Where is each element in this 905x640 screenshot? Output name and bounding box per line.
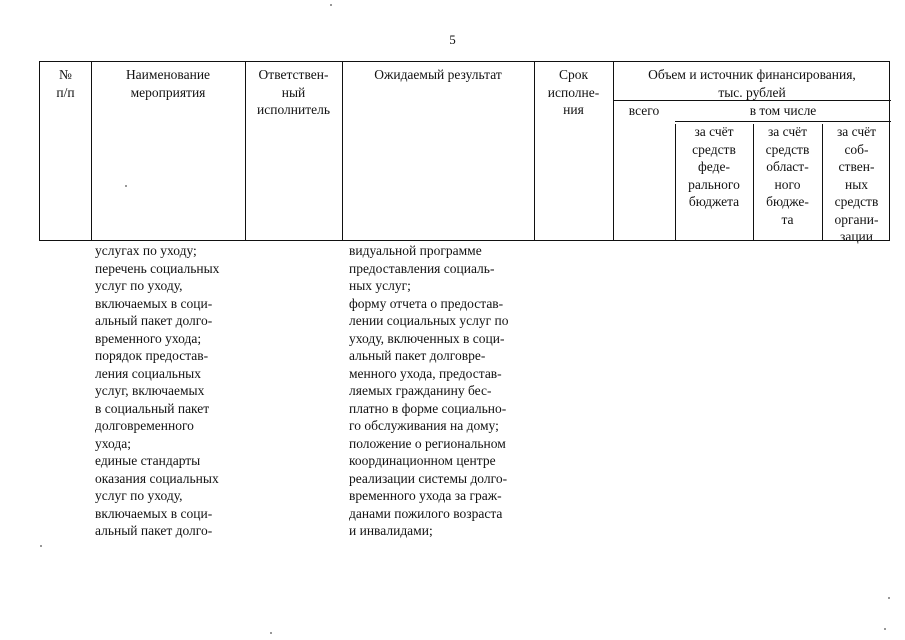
text-line: долговременного — [95, 418, 194, 433]
text-line: ления социальных — [95, 365, 202, 381]
text-line: единые стандарты — [95, 453, 201, 468]
text-line: услуг по уходу, — [95, 278, 183, 293]
header-regional-budget: за счёт средств област- ного бюдже- та — [765, 124, 810, 227]
text-line: менного ухода, предостав- — [349, 365, 502, 381]
header-own-funds: за счёт соб- ствен- ных средств органи- зации — [834, 124, 879, 244]
text-line: положение о региональном — [349, 435, 506, 451]
text-line: альный пакет долго- — [95, 523, 213, 538]
text-line: уходу, включенных в соци- — [349, 330, 505, 346]
text-line: услугах по уходу; — [95, 243, 197, 258]
event-name-text — [95, 242, 238, 540]
scan-speck — [884, 628, 886, 630]
text-line: ухода; — [95, 435, 131, 451]
text-line: го обслуживания на дому; — [349, 418, 499, 433]
expected-result-text — [349, 242, 530, 540]
text-line: видуальной программе — [349, 243, 482, 258]
text-line: временного ухода за граж- — [349, 488, 502, 503]
header-expected-result: Ожидаемый результат — [374, 67, 502, 82]
text-line: и инвалидами; — [349, 523, 433, 538]
text-line: включаемых в соци- — [95, 505, 213, 521]
text-line: перечень социальных — [95, 260, 220, 276]
text-line: предоставления социаль- — [349, 260, 495, 276]
scan-speck — [888, 597, 890, 599]
text-line: реализации системы долго- — [349, 470, 508, 486]
text-line: форму отчета о предостав- — [349, 295, 504, 311]
text-line: ных услуг; — [349, 278, 411, 293]
header-responsible: Ответствен- ный исполнитель — [257, 67, 330, 117]
text-line: временного ухода; — [95, 330, 202, 346]
text-line: ляемых гражданину бес- — [349, 383, 492, 398]
header-funding: Объем и источник финансирования, тыс. рублей — [648, 67, 856, 100]
text-line: в социальный пакет — [95, 400, 210, 416]
scan-speck — [125, 185, 127, 187]
text-line: лении социальных услуг по — [349, 313, 509, 328]
text-line: услуг по уходу, — [95, 488, 183, 503]
table-header — [39, 61, 890, 244]
text-line: данами пожилого возраста — [349, 505, 503, 521]
page-number: 5 — [449, 32, 456, 47]
text-line: альный пакет долго- — [95, 313, 213, 328]
header-total: всего — [628, 103, 660, 118]
text-line: платно в форме социально- — [349, 400, 507, 416]
header-event-name: Наименование мероприятия — [125, 67, 211, 100]
header-number: № п/п — [56, 67, 75, 100]
scan-speck — [330, 4, 332, 6]
header-including: в том числе — [749, 103, 817, 118]
text-line: услуг, включаемых — [95, 383, 205, 398]
scan-speck — [40, 545, 42, 547]
header-term: Срок исполне- ния — [547, 67, 600, 117]
text-line: оказания социальных — [95, 470, 219, 486]
text-line: координационном центре — [349, 453, 496, 468]
header-federal-budget: за счёт средств феде- рального бюджета — [688, 124, 740, 209]
text-line: альный пакет долговре- — [349, 348, 486, 363]
scan-speck — [270, 632, 272, 634]
text-line: порядок предостав- — [95, 348, 209, 363]
text-line: включаемых в соци- — [95, 295, 213, 311]
